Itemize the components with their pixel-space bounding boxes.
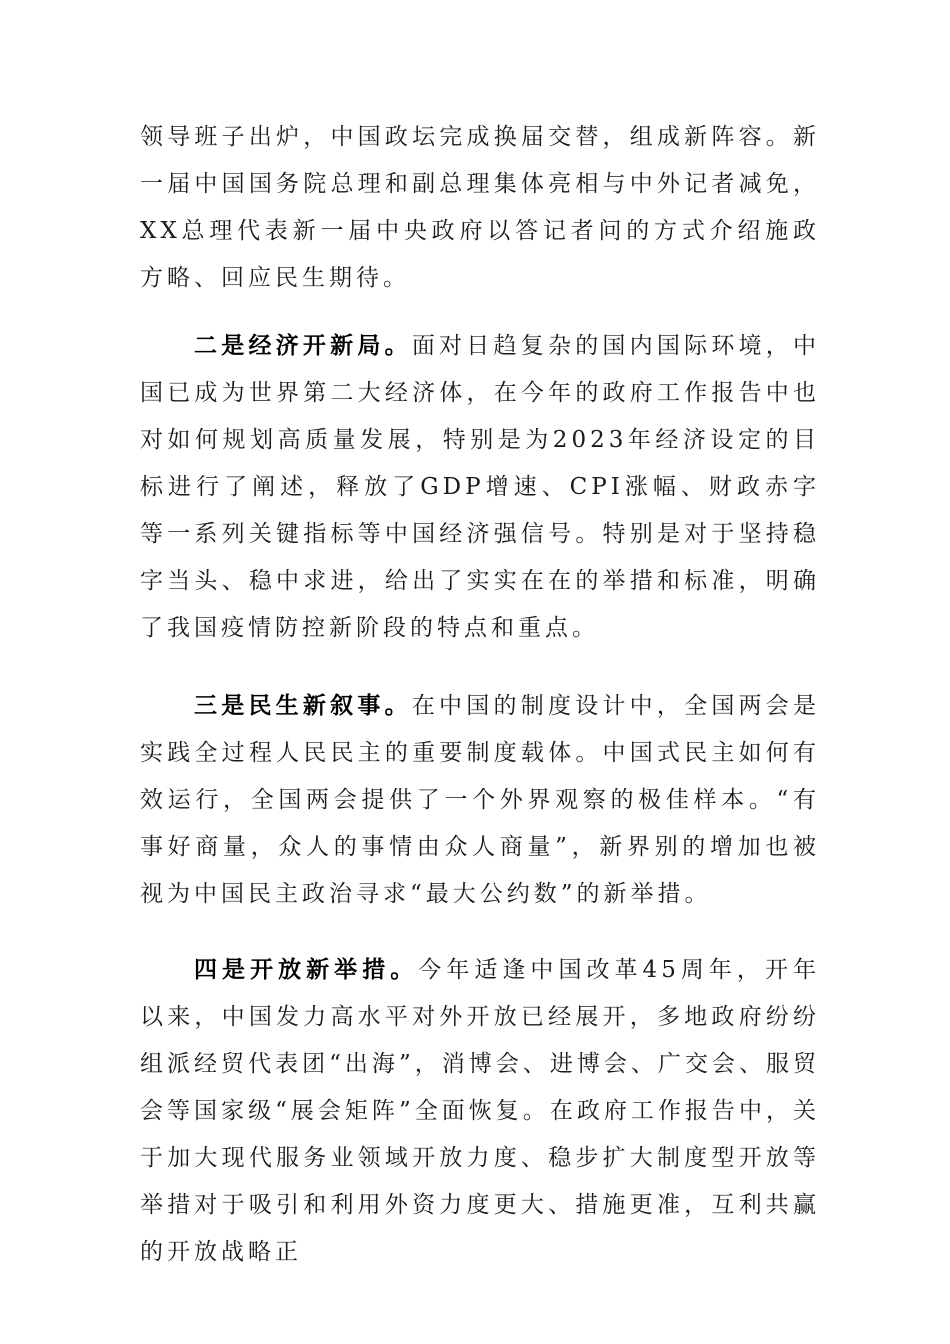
paragraph-livelihood <box>140 682 820 918</box>
paragraph-lead: 二是经济开新局。 <box>194 332 412 359</box>
paragraph-lead: 四是开放新举措。 <box>194 956 419 983</box>
paragraph-text: 面对日趋复杂的国内国际环境，中国已成为世界第二大经济体，在今年的政府工作报告中也对如何规划高质量发展，特别是为2023年经济设定的目标进行了阐述，释放了GDP增速、CPI涨幅、财政赤字等一系列关键指标等中国经济强信号。特别是对于坚持稳字当头、稳中求进，给出了实实在在的举措和标准，明确了我国疫情防控新阶段的特点和重点。 <box>140 333 821 641</box>
paragraph-economy <box>140 322 820 652</box>
paragraph-text: 今年适逢中国改革45周年，开年以来，中国发力高水平对外开放已经展开，多地政府纷纷组派经贸代表团“出海”，消博会、进博会、广交会、服贸会等国家级“展会矩阵”全面恢复。在政府工作报告中，关于加大现代服务业领域开放力度、稳步扩大制度型开放等举措对于吸引和利用外资力度更大、措施更准，互利共赢的开放战略正 <box>140 957 820 1265</box>
paragraph-continuation <box>140 114 820 302</box>
paragraph-lead: 三是民生新叙事。 <box>194 692 412 719</box>
paragraph-opening-up <box>140 946 820 1276</box>
paragraph-text: 领导班子出炉，中国政坛完成换届交替，组成新阵容。新一届中国国务院总理和副总理集体亮相与中外记者减免，XX总理代表新一届中央政府以答记者问的方式介绍施政方略、回应民生期待。 <box>140 124 820 291</box>
paragraph-text: 在中国的制度设计中，全国两会是实践全过程人民民主的重要制度载体。中国式民主如何有效运行，全国两会提供了一个外界观察的极佳样本。“有事好商量，众人的事情由众人商量”，新界别的增加也被视为中国民主政治寻求“最大公约数”的新举措。 <box>140 693 821 907</box>
